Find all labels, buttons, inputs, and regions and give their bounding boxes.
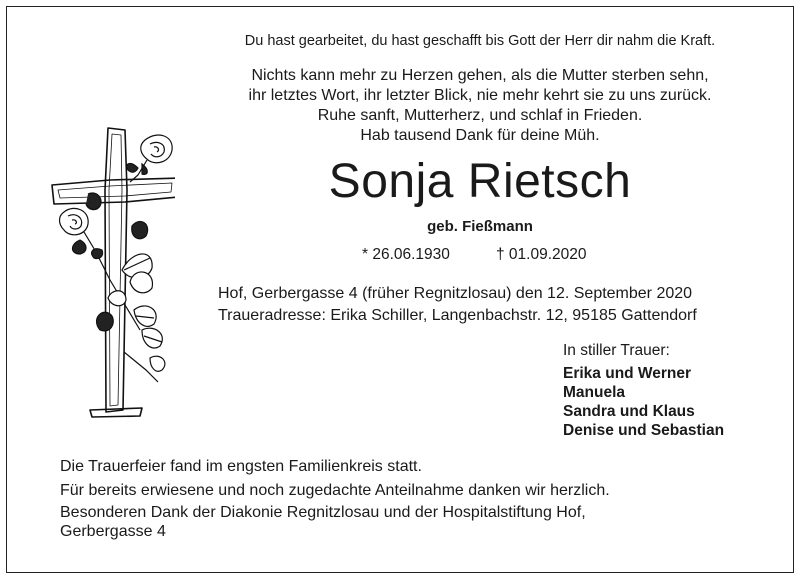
footer-line: Für bereits erwiesene und noch zugedachte Anteilnahme danken wir herzlich. [60, 482, 610, 499]
quote-top: Du hast gearbeitet, du hast geschafft bis Gott der Herr dir nahm die Kraft. [244, 33, 716, 49]
mourner: Denise und Sebastian [563, 422, 725, 439]
footer-line: Besonderen Dank der Diakonie Regnitzlosau und der Hospitalstiftung Hof, [60, 504, 586, 521]
footer-line: Die Trauerfeier fand im engsten Familienkreis statt. [60, 458, 422, 475]
death-date: † 01.09.2020 [496, 246, 587, 263]
birth-date: * 26.06.1930 [362, 246, 450, 263]
poem-line: Nichts kann mehr zu Herzen gehen, als die Mutter sterben sehn, [251, 67, 709, 84]
footer-line: Gerbergasse 4 [60, 523, 166, 540]
mourning-label: In stiller Trauer: [563, 342, 670, 359]
mourner: Erika und Werner [563, 365, 692, 382]
place-line: Hof, Gerbergasse 4 (früher Regnitzlosau) den 12. September 2020 [218, 285, 693, 302]
mourner: Manuela [563, 384, 626, 401]
birth-name: geb. Fießmann [427, 218, 533, 235]
deceased-name: Sonja Rietsch [328, 155, 632, 208]
place-and-address [218, 283, 697, 327]
poem-line: Ruhe sanft, Mutterherz, und schlaf in Frieden. [317, 107, 643, 124]
mourners-list [563, 364, 724, 440]
poem [200, 66, 760, 146]
poem-line: ihr letztes Wort, ihr letzter Blick, nie mehr kehrt sie zu uns zurück. [248, 87, 712, 104]
address-line: Traueradresse: Erika Schiller, Langenbachstr. 12, 95185 Gattendorf [218, 307, 697, 324]
poem-line: Hab tausend Dank für deine Müh. [360, 127, 600, 144]
mourner: Sandra und Klaus [563, 403, 695, 420]
footer-text [60, 455, 610, 541]
cross-with-roses-icon [50, 120, 175, 425]
